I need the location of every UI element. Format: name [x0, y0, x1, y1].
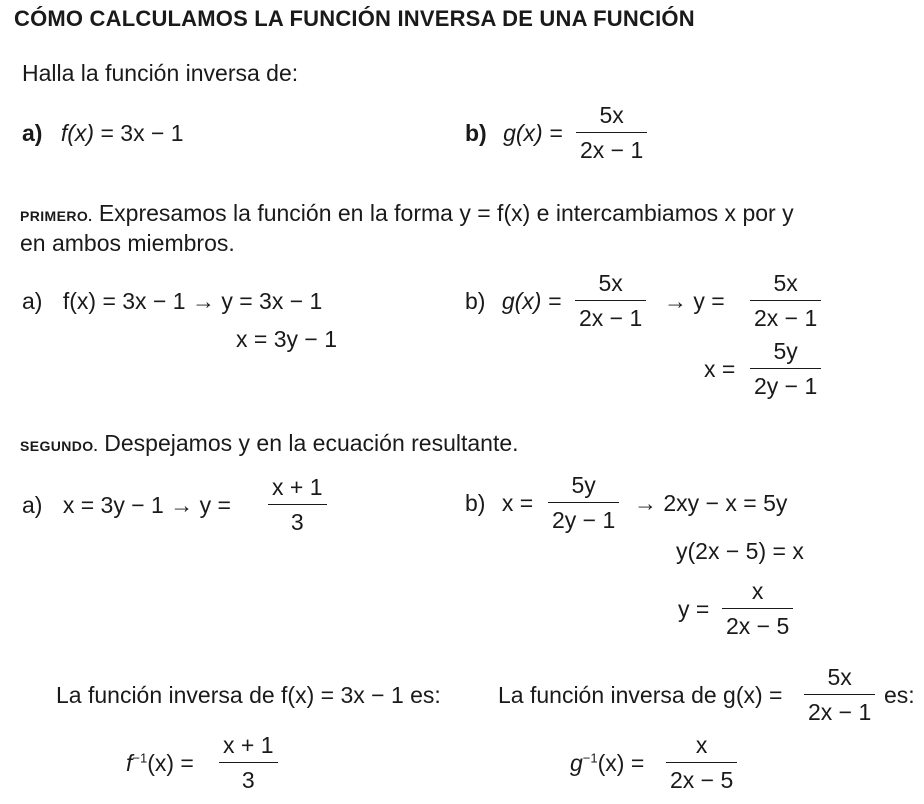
- problem-a-fx: f(x): [60, 120, 95, 146]
- segundo-a-fraction: [268, 476, 327, 534]
- result-a-fraction: [219, 734, 278, 792]
- primero-b-label: b): [465, 288, 486, 314]
- result-b-fraction-2: [666, 734, 737, 792]
- fraction-numerator: 5y: [571, 472, 596, 498]
- result-b-es: es:: [884, 682, 915, 708]
- result-a-rest: (x) =: [147, 750, 194, 776]
- segundo-b-fraction-2: [722, 580, 793, 638]
- fraction-denominator: 3: [241, 767, 255, 793]
- primero-a: [22, 288, 322, 315]
- result-b-sup: −1: [582, 750, 598, 766]
- prompt-text: Halla la función inversa de:: [22, 60, 299, 86]
- result-b-rest: (x) =: [597, 750, 645, 776]
- fraction-denominator: 2x − 1: [808, 699, 872, 725]
- fraction-numerator: x: [695, 732, 708, 758]
- segundo-paragraph: [20, 430, 519, 457]
- segundo-b-y: y =: [678, 596, 710, 622]
- result-a-text: La función inversa de f(x) = 3x − 1 es:: [56, 682, 441, 708]
- fraction-numerator: x + 1: [223, 732, 274, 758]
- primero-text-1: Expresamos la función en la forma y = f(x) e intercambiamos x por y: [98, 200, 794, 226]
- result-a-f: f: [126, 750, 133, 776]
- segundo-a: [22, 492, 231, 519]
- primero-b: [465, 288, 561, 315]
- fraction-denominator: 2x − 1: [580, 137, 644, 163]
- problem-b-fraction: [576, 104, 647, 162]
- primero-b-fraction-3: [750, 340, 821, 398]
- segundo-label: SEGUNDO.: [20, 438, 98, 454]
- fraction-denominator: 2x − 5: [670, 767, 734, 793]
- result-b-text: La función inversa de g(x) =: [498, 682, 783, 708]
- fraction-numerator: 5y: [773, 338, 798, 364]
- primero-label: PRIMERO.: [20, 208, 93, 224]
- result-b-g: g: [570, 750, 583, 776]
- fraction-numerator: x: [751, 578, 764, 604]
- segundo-b-step1: → 2xy − x = 5y: [634, 490, 788, 516]
- fraction-numerator: 5x: [598, 270, 623, 296]
- result-a-formula: [126, 750, 194, 777]
- primero-a-label: a): [22, 288, 43, 314]
- result-b-fraction: [804, 666, 875, 724]
- fraction-denominator: 2x − 5: [726, 613, 790, 639]
- segundo-text: Despejamos y en la ecuación resultante.: [104, 430, 519, 456]
- segundo-b-x: x =: [501, 490, 534, 516]
- fraction-numerator: 5x: [773, 270, 798, 296]
- fraction-denominator: 3: [290, 509, 304, 535]
- segundo-b-step2: y(2x − 5) = x: [676, 538, 804, 564]
- problem-b-label: b): [465, 120, 487, 146]
- problem-a: [22, 120, 184, 147]
- segundo-b: [465, 490, 533, 517]
- primero-b-x: x =: [704, 356, 736, 382]
- primero-a-line2: x = 3y − 1: [236, 326, 338, 352]
- segundo-a-label: a): [22, 492, 43, 518]
- primero-text-2: en ambos miembros.: [20, 230, 235, 256]
- page-title: CÓMO CALCULAMOS LA FUNCIÓN INVERSA DE UNA FUNCIÓN: [14, 6, 695, 31]
- problem-a-rhs: = 3x − 1: [100, 120, 184, 146]
- primero-b-fraction-1: [575, 272, 646, 330]
- fraction-denominator: 2y − 1: [552, 507, 616, 533]
- primero-a-line1: f(x) = 3x − 1 → y = 3x − 1: [62, 288, 323, 314]
- fraction-numerator: x + 1: [272, 474, 323, 500]
- problem-b: [465, 120, 563, 147]
- result-b-formula: [570, 750, 644, 777]
- problem-b-gx: g(x) =: [503, 120, 563, 146]
- problem-a-label: a): [22, 120, 43, 146]
- primero-paragraph: [20, 200, 794, 227]
- primero-b-gx: g(x) =: [501, 288, 562, 314]
- segundo-b-fraction: [548, 474, 619, 532]
- primero-b-fraction-2: [750, 272, 821, 330]
- fraction-numerator: 5x: [599, 102, 624, 128]
- segundo-b-label: b): [465, 490, 486, 516]
- segundo-a-eq: x = 3y − 1 → y =: [62, 492, 231, 518]
- fraction-denominator: 2x − 1: [754, 305, 818, 331]
- fraction-denominator: 2y − 1: [754, 373, 818, 399]
- result-a-sup: −1: [132, 750, 148, 766]
- fraction-numerator: 5x: [827, 664, 852, 690]
- primero-b-arrow: → y =: [664, 288, 725, 314]
- fraction-denominator: 2x − 1: [579, 305, 643, 331]
